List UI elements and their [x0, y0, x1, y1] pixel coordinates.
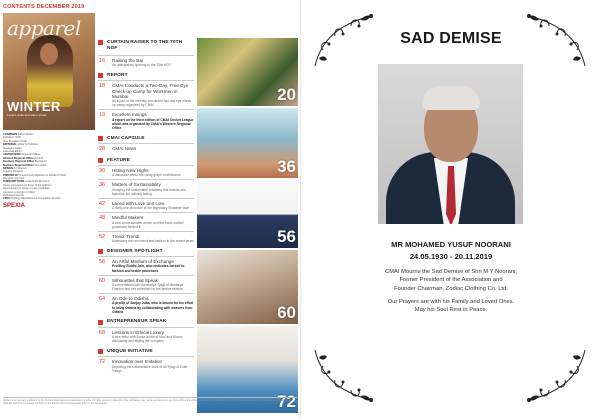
photo-sustainability [197, 108, 298, 178]
entry-body [112, 359, 194, 372]
section-square-icon [98, 349, 103, 354]
entry-title: CMAI Conducts a Two-Day, Free Eye Check-up Camp for Workmen in Mumbai [112, 83, 189, 99]
entry-page-number: 16 [99, 58, 106, 64]
credit-heading: Northern Regional Office [3, 163, 34, 167]
section-square-icon [98, 136, 103, 141]
entry-description: Studying the sustainable practices that brands and factories are actively taking [112, 187, 186, 196]
section-header [98, 71, 194, 80]
section-square-icon [98, 320, 103, 325]
photo-silhouettes [197, 250, 298, 324]
contents-entry[interactable] [98, 80, 194, 109]
entry-description: A thirty-one chronicle of the legendary Shawnee lace [112, 206, 189, 211]
entry-title: An Ode to Odisha [112, 296, 149, 302]
credit-heading: SUBSCRIPTIONS [3, 180, 25, 184]
entry-title: Raising the Bar [112, 58, 144, 63]
credit-text: Graphic Designer [3, 170, 24, 174]
photo-page-number: 56 [277, 227, 296, 246]
entry-body [112, 215, 194, 228]
credit-line [3, 197, 95, 200]
mourning-message-line: Former President of the Association and [399, 277, 503, 284]
section-header [98, 40, 194, 55]
contents-entry[interactable] [98, 109, 194, 132]
credit-heading: DESIGN [3, 166, 13, 170]
photo-designer [197, 180, 298, 248]
credit-text: Bengaluru [34, 160, 47, 164]
entry-description: An anticipatory opening to the 70th NGF [112, 63, 171, 68]
obituary-title: SAD DEMISE [400, 30, 502, 47]
entry-description: A report on the third edition of CMAI Cricket League which was organised by CMAI's Western Regional Office [112, 117, 194, 130]
entry-body [112, 112, 194, 130]
entry-description: A profile of Sanjay Juba, who is known for his effort to bring Odisha by collaborating with weavers from Odisha [112, 301, 194, 314]
section-label: ENTREPRENEUR SPEAK [107, 319, 167, 325]
entry-page-number: 42 [99, 200, 106, 207]
section-label: UNIQUE INITIATIVE [107, 348, 153, 354]
section-square-icon [98, 249, 103, 254]
entry-description: A discourse about the rising graph of athleisure [112, 173, 181, 178]
section-header [98, 318, 194, 327]
entry-title: Matters of Sustainability [112, 182, 161, 188]
entry-body [112, 83, 194, 107]
contents-entry[interactable] [98, 165, 194, 179]
prayer-message [301, 298, 600, 315]
credit-text: subscription@cmai.in [25, 180, 50, 184]
sidebar-logo: SPEXIA [3, 202, 26, 209]
mourning-message [301, 268, 600, 293]
cover-headline: WINTER [7, 99, 61, 114]
credit-text: Rahul Mehta [17, 133, 33, 136]
credit-text: Contents copyright of CMAI [3, 190, 35, 194]
sidebar [3, 13, 95, 393]
section-header [98, 156, 194, 165]
entry-description: As a part of the recently concluded two-day eye check-up camp organised by CMAI [112, 99, 193, 108]
credit-text: Art Director [13, 166, 27, 170]
credit-text: Published monthly [3, 194, 25, 198]
entry-body [112, 259, 194, 272]
entry-page-number: 60 [99, 277, 106, 284]
credit-text: Associate Editor [3, 149, 22, 153]
photo-page-number: 60 [277, 303, 296, 322]
entry-title: CMAI News [112, 146, 137, 152]
entry-body [112, 234, 194, 243]
credit-text: Editor & Publisher [17, 143, 39, 147]
left-footer-text: Apparel is printed and published by the Clothing Manufacturers Association of India. All rights reserved. Material in this publication may not be reproduced in any form without the written permission of the publisher. The publisher does not accept responsibility for unsolicited material. Opinions expressed are those of the authors and not necessarily those of the Association. [3, 399, 291, 405]
contents-entry[interactable] [98, 256, 194, 274]
entry-description: Profiling Riddhi Jain, who dedicates herself to fashion and textile processes [112, 264, 185, 273]
entry-page-number: 64 [99, 296, 106, 303]
magazine-cover [3, 13, 95, 130]
mourning-message-line: Founder Chairman, Zodiac Clothing Co. Ltd. [394, 285, 508, 292]
entry-body [112, 278, 194, 291]
section-header [98, 134, 194, 143]
section-label: CURTAIN RAISER TO THE 70TH NGF [107, 40, 183, 51]
entry-title: Lessons in Ethical Luxury [112, 329, 165, 335]
credit-text: Managing Editor [3, 146, 22, 150]
credit-text: President CMAI [3, 136, 22, 140]
entry-page-number: 48 [99, 215, 106, 222]
entry-page-number: 19 [99, 112, 106, 119]
entry-page-number: 52 [99, 233, 106, 240]
contents-entry[interactable] [98, 212, 194, 230]
obituary-page [300, 0, 600, 419]
credit-text: Printed and published on behalf of CMAI [19, 173, 67, 177]
entry-title: Silhouettes that Speak [112, 277, 158, 283]
credit-text: Vice President CMAI [3, 139, 27, 143]
mourning-message-line: CMAI Mourns the Sad Demise of Shri M Y Noorani, [385, 269, 517, 275]
life-dates: 24.05.1930 - 20.11.2019 [409, 252, 493, 261]
credit-text: Reproduction in whole or part prohibited [3, 187, 49, 191]
entry-description: Assessing the new trend and fashion in the recent years [112, 239, 194, 244]
entry-title: Hitting New Highs [112, 168, 149, 174]
entry-description: A free artful with Sonia Jindal of Mod and Moore, discussing and styling the company [112, 335, 184, 344]
contents-entry[interactable] [98, 356, 194, 374]
contents-entry[interactable] [98, 179, 194, 197]
entry-body [112, 168, 194, 177]
entry-page-number: 36 [99, 182, 106, 189]
section-label: REPORT [107, 73, 128, 79]
portrait-hair [422, 86, 480, 110]
credit-heading: EDITORIAL [3, 143, 17, 147]
contents-header: CONTENTS DECEMBER 2019 [3, 4, 85, 10]
deceased-name: MR MOHAMED YUSUF NOORANI [391, 240, 511, 249]
contents-entry[interactable] [98, 327, 194, 345]
cover-subline: Layers, knits and warm tones [7, 113, 47, 117]
credit-text: Mumbai [33, 156, 43, 160]
credit-heading: CMAI [3, 197, 10, 201]
credit-heading: Western Regional Office [3, 156, 33, 160]
corner-flourish-bottom-right-icon [519, 346, 589, 406]
entry-description: A conversation with Aishwarya Tyagi of Mustarya Fashion and her collection for the festive season [112, 282, 184, 292]
credit-text: Views expressed are those of the authors [3, 183, 51, 187]
photo-page-number: 20 [277, 85, 296, 104]
credit-heading: ADVERTISING [3, 153, 21, 157]
section-square-icon [98, 40, 103, 45]
cover-masthead: apparel [7, 16, 81, 40]
section-label: FEATURE [107, 157, 130, 163]
section-header [98, 347, 194, 356]
sidebar-credits [3, 133, 95, 201]
footer-divider [3, 397, 297, 398]
entry-page-number: 68 [99, 329, 106, 336]
entry-body [112, 330, 194, 343]
entry-description: Depicting the collaborative work of Ali Tyagi of Craft Village [112, 364, 188, 373]
photo-column [197, 38, 298, 413]
entry-page-number: 28 [99, 146, 106, 153]
entry-page-number: 56 [99, 259, 106, 266]
entry-body [112, 182, 194, 195]
section-square-icon [98, 73, 103, 78]
entry-title: Mindful Makers [112, 215, 144, 221]
credit-text: Clothing Manufacturers Association of India [10, 197, 61, 201]
entry-title: Laced with Love and Lore [112, 200, 165, 206]
credit-heading: CHAIRMAN [3, 133, 18, 136]
entry-body [112, 201, 194, 210]
contents-entry[interactable] [98, 231, 194, 245]
contents-entry[interactable] [98, 198, 194, 212]
credit-text: All rights reserved [3, 177, 24, 181]
entry-body [112, 146, 194, 152]
portrait-photo [378, 64, 523, 224]
section-square-icon [98, 158, 103, 163]
section-header [98, 247, 194, 256]
credit-heading: PRINTED BY [3, 173, 19, 177]
entry-page-number: 72 [99, 359, 106, 366]
entry-body [112, 58, 194, 67]
entry-description: A look at sustainable denim and the hand-crafted processes behind it [112, 220, 184, 229]
credit-text: Regional Offices [21, 153, 41, 157]
entry-title: Trend: Trendi [112, 233, 140, 239]
credit-heading: Southern Regional Office [3, 160, 35, 164]
contents-entry[interactable] [98, 55, 194, 69]
credit-text: New Delhi [34, 163, 47, 167]
contents-entry[interactable] [98, 275, 194, 293]
entry-title: An Artful Medium of Exchange [112, 259, 174, 265]
entry-page-number: 30 [99, 168, 106, 175]
contents-list [98, 38, 194, 375]
corner-flourish-bottom-left-icon [311, 346, 381, 406]
photo-page-number: 72 [277, 392, 296, 411]
photo-page-number: 36 [277, 157, 296, 176]
section-label: DESIGNER SPOTLIGHT [107, 248, 163, 254]
entry-title: Excellent Innings [112, 112, 147, 118]
prayer-line: May his Soul Rest in Peace. [414, 307, 488, 314]
contents-entry[interactable] [98, 143, 194, 154]
entry-body [112, 296, 194, 314]
prayer-line: Our Prayers are with his Family and Loved Ones. [387, 299, 515, 305]
contents-entry[interactable] [98, 293, 194, 316]
section-label: CMAI CAPSULE [107, 135, 145, 141]
entry-title: Innovation over Imitation [112, 359, 163, 365]
photo-ngf [197, 38, 298, 106]
cover-model-face [40, 43, 58, 65]
entry-page-number: 18 [99, 83, 106, 90]
